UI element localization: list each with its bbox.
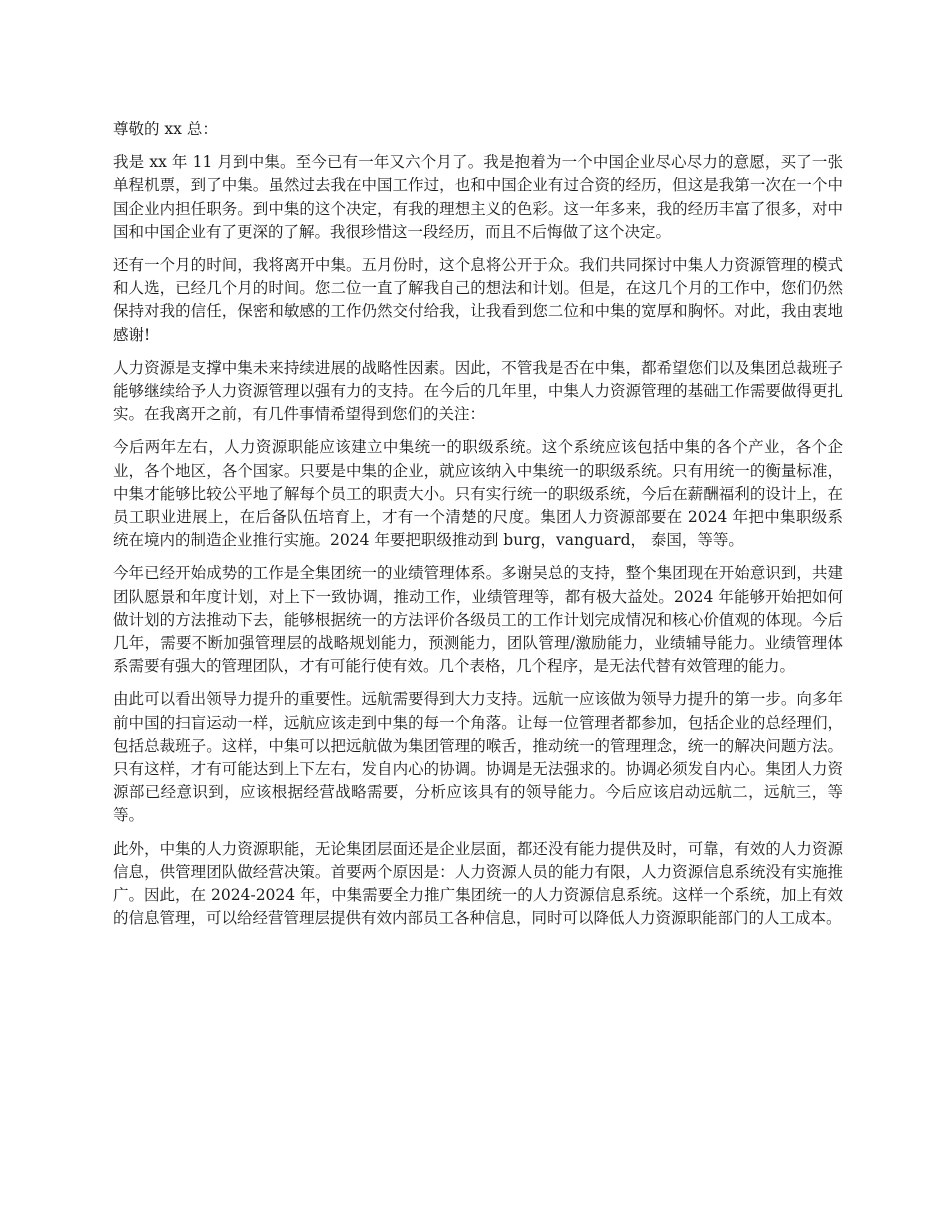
- paragraph-hr-strategy: 人力资源是支撑中集未来持续进展的战略性因素。因此，不管我是否在中集，都希望您们以及集团总裁班子能够继续给予人力资源管理以强有力的支持。在今后的几年里，中集人力资源管理的基础工作需要做得更扎实。在我离开之前，有几件事情希望得到您们的关注：: [113, 358, 843, 424]
- paragraph-arrival: 我是 xx 年 11 月到中集。至今已有一年又六个月了。我是抱着为一个中国企业尽心尽力的意愿，买了一张单程机票，到了中集。虽然过去我在中国工作过，也和中国企业有过合资的经历，但这是我第一次在一个中国企业内担任职务。到中集的这个决定，有我的理想主义的色彩。这一年多来，我的经历丰富了很多，对中国和中国企业有了更深的了解。我很珍惜这一段经历，而且不后悔做了这个决定。: [113, 153, 843, 241]
- paragraph-departure: 还有一个月的时间，我将离开中集。五月份时，这个息将公开于众。我们共同探讨中集人力资源管理的模式和人选，已经几个月的时间。您二位一直了解我自己的想法和计划。但是，在这几个月的工作中，您们仍然保持对我的信任，保密和敏感的工作仍然交付给我，让我看到您二位和中集的宽厚和胸怀。对此，我由衷地感谢!: [113, 256, 843, 344]
- salutation: 尊敬的 xx 总：: [113, 120, 218, 138]
- letter-body: [113, 118, 843, 941]
- paragraph-grading-system: 今后两年左右，人力资源职能应该建立中集统一的职级系统。这个系统应该包括中集的各个产业，各个企业，各个地区，各个国家。只要是中集的企业，就应该纳入中集统一的职级系统。只有用统一的衡量标准，中集才能够比较公平地了解每个员工的职责大小。只有实行统一的职级系统，今后在薪酬福利的设计上，在员工职业进展上，在后备队伍培育上，才有一个清楚的尺度。集团人力资源部要在 2024 年把中集职级系统在境内的制造企业推行实施。2024 年要把职级推动到 burg，vanguard， 泰国，等等。: [113, 438, 843, 550]
- paragraph-hr-information-system: 此外，中集的人力资源职能，无论集团层面还是企业层面，都还没有能力提供及时，可靠，有效的人力资源信息，供管理团队做经营决策。首要两个原因是：人力资源人员的能力有限，人力资源信息系统没有实施推广。因此，在 2024-2024 年，中集需要全力推广集团统一的人力资源信息系统。这样一个系统，加上有效的信息管理，可以给经营管理层提供有效内部员工各种信息，同时可以降低人力资源职能部门的人工成本。: [113, 839, 843, 928]
- paragraph-performance-management: 今年已经开始成势的工作是全集团统一的业绩管理体系。多谢吴总的支持，整个集团现在开始意识到，共建团队愿景和年度计划，对上下一致协调，推动工作，业绩管理等，都有极大益处。2024 年能够开始把如何做计划的方法推动下去，能够根据统一的方法评价各级员工的工作计划完成情况和核心价值观的体现。今后几年，需要不断加强管理层的战略规划能力，预测能力，团队管理/激励能力，业绩辅导能力。业绩管理体系需要有强大的管理团队，才有可能行使有效。几个表格，几个程序，是无法代替有效管理的能力。: [113, 564, 843, 676]
- paragraph-leadership: 由此可以看出领导力提升的重要性。远航需要得到大力支持。远航一应该做为领导力提升的第一步。向多年前中国的扫盲运动一样，远航应该走到中集的每一个角落。让每一位管理者都参加，包括企业的总经理们，包括总裁班子。这样，中集可以把远航做为集团管理的喉舌，推动统一的管理理念，统一的解决问题方法。只有这样，才有可能达到上下左右，发自内心的协调。协调是无法强求的。协调必须发自内心。集团人力资源部已经意识到，应该根据经营战略需要，分析应该具有的领导能力。今后应该启动远航二，远航三，等等。: [113, 690, 843, 825]
